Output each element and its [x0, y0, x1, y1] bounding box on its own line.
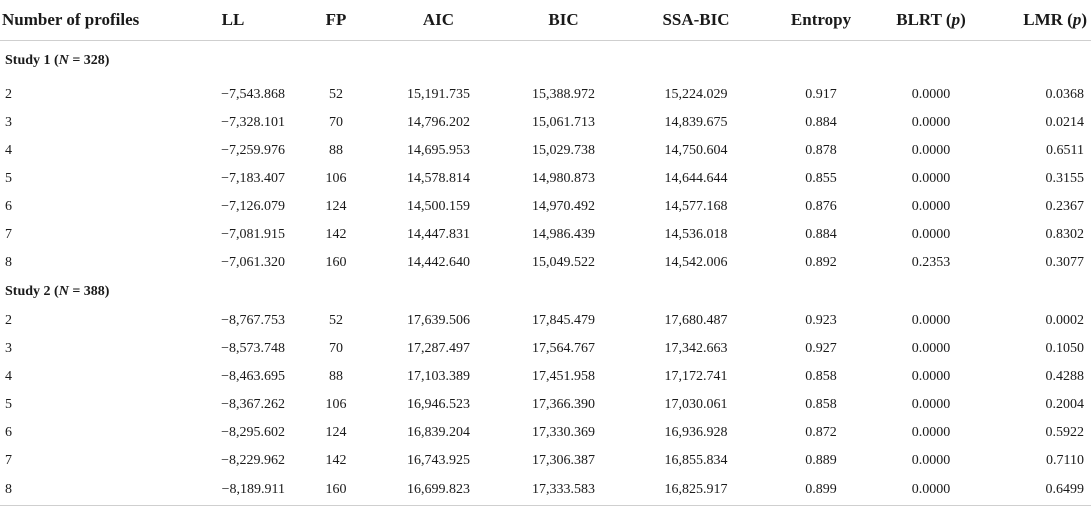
cell-fp: 142	[325, 227, 347, 242]
cell-bic: 17,451.958	[532, 369, 595, 384]
cell-profiles: 4	[5, 369, 12, 384]
cell-aic: 17,103.389	[407, 369, 470, 384]
cell-lmr: 0.6499	[986, 475, 1091, 506]
cell-aic: 14,447.831	[407, 227, 470, 242]
cell-entropy: 0.872	[805, 425, 837, 440]
cell-ll: −7,183.407	[221, 171, 285, 186]
table-row	[0, 419, 1091, 447]
cell-entropy: 0.917	[805, 87, 837, 102]
cell-aic: 16,699.823	[376, 475, 501, 506]
cell-aic: 14,442.640	[407, 255, 470, 270]
cell-fp: 106	[325, 397, 347, 412]
section-row-study1	[0, 41, 1091, 82]
cell-lmr: 0.8302	[1045, 227, 1084, 242]
header-bic: BIC	[501, 0, 626, 41]
cell-bic: 17,845.479	[532, 313, 595, 328]
cell-lmr: 0.2004	[1045, 397, 1084, 412]
cell-lmr: 0.3155	[1045, 171, 1084, 186]
cell-entropy: 0.878	[805, 143, 837, 158]
cell-bic: 17,366.390	[532, 397, 595, 412]
cell-lmr: 0.1050	[1045, 341, 1084, 356]
cell-bic: 15,029.738	[532, 143, 595, 158]
cell-profiles: 3	[5, 115, 12, 130]
header-ll: LL	[170, 0, 296, 41]
cell-ll: −8,573.748	[221, 341, 285, 356]
cell-aic: 15,191.735	[407, 87, 470, 102]
cell-bic: 17,333.583	[501, 475, 626, 506]
cell-blrt: 0.0000	[911, 369, 951, 384]
cell-blrt: 0.0000	[911, 171, 951, 186]
table-row	[0, 475, 1091, 506]
cell-aic: 16,839.204	[407, 425, 470, 440]
cell-blrt: 0.0000	[911, 453, 951, 468]
cell-fp: 124	[325, 425, 347, 440]
cell-lmr: 0.7110	[1046, 453, 1084, 468]
cell-ll: −8,463.695	[221, 369, 285, 384]
cell-entropy: 0.876	[805, 199, 837, 214]
cell-ll: −8,767.753	[221, 313, 285, 328]
header-ssa-bic: SSA-BIC	[626, 0, 766, 41]
cell-profiles: 4	[5, 143, 12, 158]
cell-bic: 15,061.713	[532, 115, 595, 130]
cell-blrt: 0.0000	[876, 475, 986, 506]
cell-blrt: 0.0000	[911, 397, 951, 412]
cell-ll: −7,126.079	[221, 199, 285, 214]
cell-ll: −8,189.911	[170, 475, 296, 506]
cell-ll: −7,081.915	[221, 227, 285, 242]
header-row	[0, 0, 1091, 41]
cell-ssa-bic: 14,839.675	[664, 115, 728, 130]
header-fp: FP	[296, 0, 376, 41]
cell-entropy: 0.927	[805, 341, 837, 356]
cell-blrt: 0.2353	[911, 255, 951, 270]
cell-bic: 17,564.767	[532, 341, 595, 356]
cell-aic: 17,287.497	[407, 341, 470, 356]
cell-entropy: 0.892	[805, 255, 837, 270]
cell-lmr: 0.0214	[1045, 115, 1084, 130]
cell-aic: 14,578.814	[407, 171, 470, 186]
cell-blrt: 0.0000	[911, 87, 951, 102]
cell-ssa-bic: 14,577.168	[664, 199, 728, 214]
cell-bic: 15,388.972	[532, 87, 595, 102]
cell-lmr: 0.5922	[1045, 425, 1084, 440]
cell-profiles: 8	[5, 255, 12, 270]
cell-lmr: 0.0368	[1045, 87, 1084, 102]
cell-bic: 15,049.522	[532, 255, 595, 270]
cell-blrt: 0.0000	[911, 143, 951, 158]
cell-blrt: 0.0000	[911, 425, 951, 440]
section-row-study2	[0, 277, 1091, 307]
cell-bic: 14,986.439	[532, 227, 595, 242]
cell-bic: 14,970.492	[532, 199, 595, 214]
cell-fp: 70	[329, 115, 343, 130]
cell-profiles: 5	[5, 397, 12, 412]
cell-ssa-bic: 16,855.834	[664, 453, 728, 468]
cell-ll: −8,229.962	[221, 453, 285, 468]
cell-ssa-bic: 17,680.487	[664, 313, 728, 328]
cell-profiles: 7	[5, 453, 12, 468]
header-number-of-profiles: Number of profiles	[0, 0, 170, 41]
cell-profiles: 2	[5, 313, 12, 328]
cell-profiles: 5	[5, 171, 12, 186]
table-row	[0, 447, 1091, 475]
cell-aic: 14,695.953	[407, 143, 470, 158]
table-row	[0, 391, 1091, 419]
cell-lmr: 0.2367	[1045, 199, 1084, 214]
header-lmr: LMR (p)	[986, 0, 1091, 41]
cell-bic: 17,306.387	[532, 453, 595, 468]
cell-ll: −7,259.976	[221, 143, 285, 158]
header-aic: AIC	[376, 0, 501, 41]
cell-lmr: 0.3077	[1045, 255, 1084, 270]
cell-fp: 52	[329, 313, 343, 328]
cell-ll: −8,367.262	[221, 397, 285, 412]
cell-ll: −7,543.868	[221, 87, 285, 102]
cell-bic: 17,330.369	[532, 425, 595, 440]
cell-profiles: 7	[5, 227, 12, 242]
section-label-study1: Study 1 (N = 328)	[5, 53, 110, 68]
table-row	[0, 363, 1091, 391]
table-row	[0, 335, 1091, 363]
table-row	[0, 193, 1091, 221]
cell-lmr: 0.0002	[1045, 313, 1084, 328]
cell-entropy: 0.884	[805, 115, 837, 130]
cell-ssa-bic: 17,030.061	[664, 397, 728, 412]
cell-fp: 88	[329, 369, 343, 384]
cell-entropy: 0.889	[805, 453, 837, 468]
cell-profiles: 2	[5, 87, 12, 102]
cell-ssa-bic: 14,644.644	[664, 171, 728, 186]
section-label-study2: Study 2 (N = 388)	[5, 284, 110, 299]
table-row	[0, 109, 1091, 137]
table-row	[0, 137, 1091, 165]
cell-blrt: 0.0000	[911, 313, 951, 328]
cell-ssa-bic: 16,825.917	[626, 475, 766, 506]
cell-blrt: 0.0000	[911, 227, 951, 242]
table-row	[0, 221, 1091, 249]
cell-blrt: 0.0000	[911, 341, 951, 356]
cell-fp: 124	[325, 199, 347, 214]
cell-ll: −8,295.602	[221, 425, 285, 440]
table-row	[0, 165, 1091, 193]
cell-ll: −7,328.101	[221, 115, 285, 130]
cell-profiles: 3	[5, 341, 12, 356]
cell-fp: 88	[329, 143, 343, 158]
cell-fp: 70	[329, 341, 343, 356]
cell-aic: 16,946.523	[407, 397, 470, 412]
cell-ssa-bic: 14,750.604	[664, 143, 728, 158]
cell-entropy: 0.858	[805, 397, 837, 412]
table-row	[0, 81, 1091, 109]
cell-ssa-bic: 16,936.928	[664, 425, 728, 440]
table-row	[0, 249, 1091, 277]
cell-ssa-bic: 17,172.741	[664, 369, 728, 384]
table-row	[0, 307, 1091, 335]
cell-entropy: 0.855	[805, 171, 837, 186]
cell-aic: 14,796.202	[407, 115, 470, 130]
cell-lmr: 0.4288	[1045, 369, 1084, 384]
cell-entropy: 0.884	[805, 227, 837, 242]
cell-aic: 16,743.925	[407, 453, 470, 468]
cell-aic: 14,500.159	[407, 199, 470, 214]
cell-fp: 160	[325, 255, 347, 270]
cell-fp: 106	[325, 171, 347, 186]
cell-ssa-bic: 17,342.663	[664, 341, 728, 356]
cell-profiles: 6	[5, 199, 12, 214]
cell-entropy: 0.923	[805, 313, 837, 328]
cell-profiles: 8	[0, 475, 170, 506]
cell-entropy: 0.858	[805, 369, 837, 384]
cell-bic: 14,980.873	[532, 171, 595, 186]
cell-blrt: 0.0000	[911, 199, 951, 214]
cell-ssa-bic: 14,542.006	[664, 255, 728, 270]
cell-fp: 142	[325, 453, 347, 468]
cell-fp: 52	[329, 87, 343, 102]
header-blrt: BLRT (p)	[876, 0, 986, 41]
cell-ssa-bic: 14,536.018	[664, 227, 728, 242]
cell-ll: −7,061.320	[221, 255, 285, 270]
cell-entropy: 0.899	[766, 475, 876, 506]
cell-ssa-bic: 15,224.029	[664, 87, 728, 102]
cell-lmr: 0.6511	[1046, 143, 1084, 158]
cell-aic: 17,639.506	[407, 313, 470, 328]
cell-profiles: 6	[5, 425, 12, 440]
cell-blrt: 0.0000	[911, 115, 951, 130]
cell-fp: 160	[296, 475, 376, 506]
header-entropy: Entropy	[766, 0, 876, 41]
